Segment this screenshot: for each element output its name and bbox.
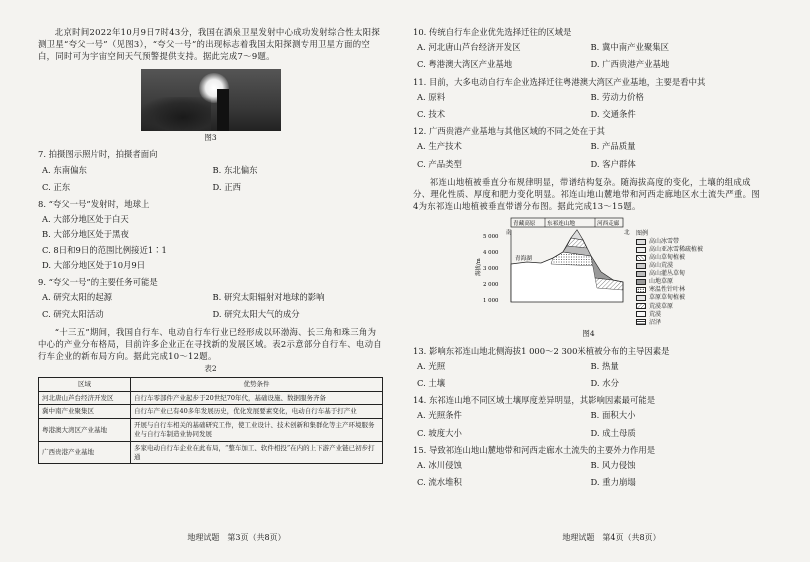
- launch-tower: [217, 89, 229, 131]
- legend-swatch: [636, 319, 646, 325]
- band-desert-steppe: [595, 278, 623, 290]
- legend-item: 草原草甸植被: [636, 294, 703, 302]
- legend-swatch: [636, 279, 646, 285]
- table-2-title: 表2: [204, 364, 217, 374]
- question-12: [413, 125, 764, 170]
- page-footer: 地理试题 第4页（共8页）: [562, 533, 661, 543]
- legend-swatch: [636, 287, 646, 293]
- option-a[interactable]: A. 光照条件: [417, 410, 462, 421]
- option-c[interactable]: C. 8日和9日的范围比例接近1∶1: [42, 244, 167, 255]
- option-c[interactable]: C. 产品类型: [417, 158, 462, 169]
- table-cell-advantage: 自行车产业已有40多年发展历史，优化发展要素变化，电动自行车基于打产业: [131, 405, 383, 419]
- legend-item: 高山灌丛草甸: [636, 270, 703, 278]
- figure-4-legend: [636, 230, 703, 327]
- option-c[interactable]: C. 流水堆积: [417, 477, 462, 488]
- question-13: [413, 345, 764, 390]
- legend-item: 高山亚冰雪稀疏植被: [636, 246, 703, 254]
- passage-10-12: “十三五”期间，我国自行车、电动自行车行业已经形成以环渤海、长三角和珠三角为中心的产业分布格局，目前许多企业正在寻找新的发展区域。表2示意部分自行车、电动自行车企业的新布局方向。据此完成10～12题。: [38, 326, 382, 361]
- legend-item: 荒漠: [636, 311, 703, 319]
- y-tick: 1 000: [483, 298, 499, 305]
- legend-swatch: [636, 311, 646, 317]
- question-11: [413, 76, 764, 121]
- legend-item: 寒温性针叶林: [636, 286, 703, 294]
- option-b[interactable]: B. 劳动力价格: [590, 91, 644, 102]
- option-d[interactable]: D. 重力崩塌: [590, 477, 636, 488]
- option-b[interactable]: B. 研究太阳辐射对地球的影响: [212, 292, 325, 303]
- option-d[interactable]: D. 广西贵港产业基地: [590, 59, 670, 70]
- label-north: 北: [624, 230, 630, 237]
- legend-swatch: [636, 255, 646, 261]
- legend-swatch: [636, 295, 646, 301]
- y-axis-title: 海拔/m: [476, 258, 482, 277]
- terrain-profile: [511, 230, 623, 302]
- y-tick: 4 000: [483, 250, 499, 257]
- legend-item: 高山草甸植被: [636, 254, 703, 262]
- legend-item: 高山荒漠: [636, 262, 703, 270]
- option-b[interactable]: B. 大部分地区处于黑夜: [42, 229, 129, 240]
- option-b[interactable]: B. 风力侵蚀: [590, 459, 636, 470]
- legend-item: 沼泽: [636, 319, 703, 327]
- option-b[interactable]: B. 面积大小: [590, 410, 636, 421]
- option-b[interactable]: B. 冀中南产业聚集区: [590, 42, 669, 53]
- exam-page-4: [397, 0, 794, 562]
- option-c[interactable]: C. 正东: [42, 181, 71, 192]
- option-a[interactable]: A. 东南偏东: [42, 164, 87, 175]
- option-d[interactable]: D. 正西: [212, 181, 241, 192]
- question-stem: 12. 广西贵港产业基地与其他区域的不同之处在于其: [413, 126, 605, 137]
- satellite-launch-photo: [141, 69, 281, 131]
- figure-4-caption: 图4: [582, 328, 595, 338]
- option-a[interactable]: A. 研究太阳的起源: [42, 292, 112, 303]
- table-cell-advantage: 开展与自行车相关的基础研究工作，使工业设计、技术创新和集群化等主产环境服务业与自行车制造业协同发展: [131, 419, 383, 442]
- label-qinghai-plateau: 青藏高原: [513, 221, 536, 228]
- legend-swatch: [636, 239, 646, 245]
- table-header-region: 区域: [39, 377, 131, 391]
- option-a[interactable]: A. 河北唐山芦台经济开发区: [417, 42, 521, 53]
- question-stem: 8. “夸父一号”发射时，地球上: [38, 199, 150, 209]
- option-a[interactable]: A. 冰川侵蚀: [417, 459, 462, 470]
- legend-item: 高山冰雪带: [636, 238, 703, 246]
- table-cell-region: 冀中南产业聚集区: [39, 405, 131, 419]
- legend-item: 山地草原: [636, 278, 703, 286]
- option-a[interactable]: A. 大部分地区处于白天: [42, 214, 129, 225]
- figure-3-caption: 图3: [204, 132, 217, 142]
- table-row: [39, 391, 383, 405]
- table-row: [39, 405, 383, 419]
- y-tick: 2 000: [483, 282, 499, 289]
- question-stem: 15. 导致祁连山地山麓地带和河西走廊水土流失的主要外力作用是: [413, 444, 656, 455]
- option-c[interactable]: C. 坡度大小: [417, 427, 462, 438]
- passage-13-15: 祁连山地植被垂直分布规律明显，带谱结构复杂。随海拔高度的变化，土壤的组成成分、理化性质、厚度和肥力变化明显。祁连山地山麓地带和河西走廊地区水土流失严重。图4为东祁连山地植被垂直带谱分布图。据此完成13～15题。: [413, 176, 760, 212]
- option-d[interactable]: D. 成土母质: [590, 427, 636, 438]
- option-c[interactable]: C. 土壤: [417, 378, 446, 389]
- legend-item: 荒漠草原: [636, 303, 703, 311]
- page-footer: 地理试题 第3页（共8页）: [187, 533, 286, 543]
- question-9: [38, 276, 383, 321]
- table-header-advantage: 优势条件: [131, 377, 383, 391]
- question-stem: 7. 拍摄图示照片时，拍摄者面向: [38, 149, 158, 160]
- question-stem: 14. 东祁连山地不同区域土壤厚度差异明显，其影响因素最可能是: [413, 395, 656, 406]
- label-qinghai-lake: 青海湖: [515, 256, 532, 263]
- option-d[interactable]: D. 大部分地区处于10月9日: [42, 259, 146, 270]
- table-cell-advantage: 自行车零部件产业起步于20世纪70年代，基础设施、数据服务齐备: [131, 391, 383, 405]
- option-b[interactable]: B. 东北偏东: [212, 164, 258, 175]
- question-stem: 10. 传统自行车企业优先选择迁往的区域是: [413, 27, 572, 37]
- legend-title: 图例: [636, 230, 649, 238]
- vegetation-profile-diagram: [476, 216, 633, 308]
- option-c[interactable]: C. 技术: [417, 108, 446, 119]
- option-a[interactable]: A. 原料: [417, 91, 446, 102]
- option-a[interactable]: A. 生产技术: [417, 141, 462, 152]
- smoke-cloud: [141, 97, 211, 131]
- label-south: 南: [506, 230, 512, 237]
- question-15: [413, 444, 764, 489]
- question-stem: 11. 目前，大多电动自行车企业选择迁往粤港澳大湾区产业基地，主要是看中其: [413, 76, 706, 87]
- option-d[interactable]: D. 水分: [590, 378, 619, 389]
- question-8: [38, 198, 383, 271]
- legend-swatch: [636, 247, 646, 253]
- exam-page-3: [0, 0, 397, 562]
- option-b[interactable]: B. 热量: [590, 360, 619, 371]
- table-row: [39, 419, 383, 442]
- table-row: [39, 441, 383, 464]
- question-14: [413, 394, 764, 439]
- legend-swatch: [636, 271, 646, 277]
- question-stem: 13. 影响东祁连山地北侧海拔1 000～2 300米植被分布的主导因素是: [413, 345, 670, 356]
- legend-swatch: [636, 263, 646, 269]
- question-10: [413, 26, 764, 71]
- option-b[interactable]: B. 产品质量: [590, 141, 636, 152]
- table-cell-advantage: 多家电动自行车企业在此布局，“整车加工、软件相投”在内的上下游产业链已初步打通: [131, 441, 383, 464]
- option-d[interactable]: D. 交通条件: [590, 108, 636, 119]
- figure-4: [476, 216, 764, 327]
- question-stem: 9. “夸父一号”的主要任务可能是: [38, 276, 158, 287]
- legend-swatch: [636, 303, 646, 309]
- label-hexi-corridor: 河西走廊: [597, 221, 620, 228]
- y-tick: 5 000: [483, 234, 499, 241]
- table-cell-region: 粤港澳大湾区产业基地: [39, 419, 131, 442]
- option-c[interactable]: C. 研究太阳活动: [42, 309, 104, 320]
- table-cell-region: 河北唐山芦台经济开发区: [39, 391, 131, 405]
- option-d[interactable]: D. 研究太阳大气的成分: [212, 309, 300, 320]
- table-cell-region: 广西贵港产业基地: [39, 441, 131, 464]
- option-c[interactable]: C. 粤港澳大湾区产业基地: [417, 59, 513, 70]
- option-a[interactable]: A. 光照: [417, 360, 446, 371]
- label-east-qilian: 东祁连山地: [547, 221, 575, 228]
- table-2: [38, 377, 383, 464]
- passage-7-9: 北京时间2022年10月9日7时43分，我国在酒泉卫星发射中心成功发射综合性太阳探测卫星“夸父一号”（见图3），“夸父一号”的出现标志着我国太阳探测专用卫星方面的空白，同时可为宇宙空间天气预警提供支持。据此完成7～9题。: [38, 27, 381, 62]
- question-7: [38, 148, 383, 193]
- option-d[interactable]: D. 客户群体: [590, 158, 636, 169]
- y-tick: 3 000: [483, 266, 499, 273]
